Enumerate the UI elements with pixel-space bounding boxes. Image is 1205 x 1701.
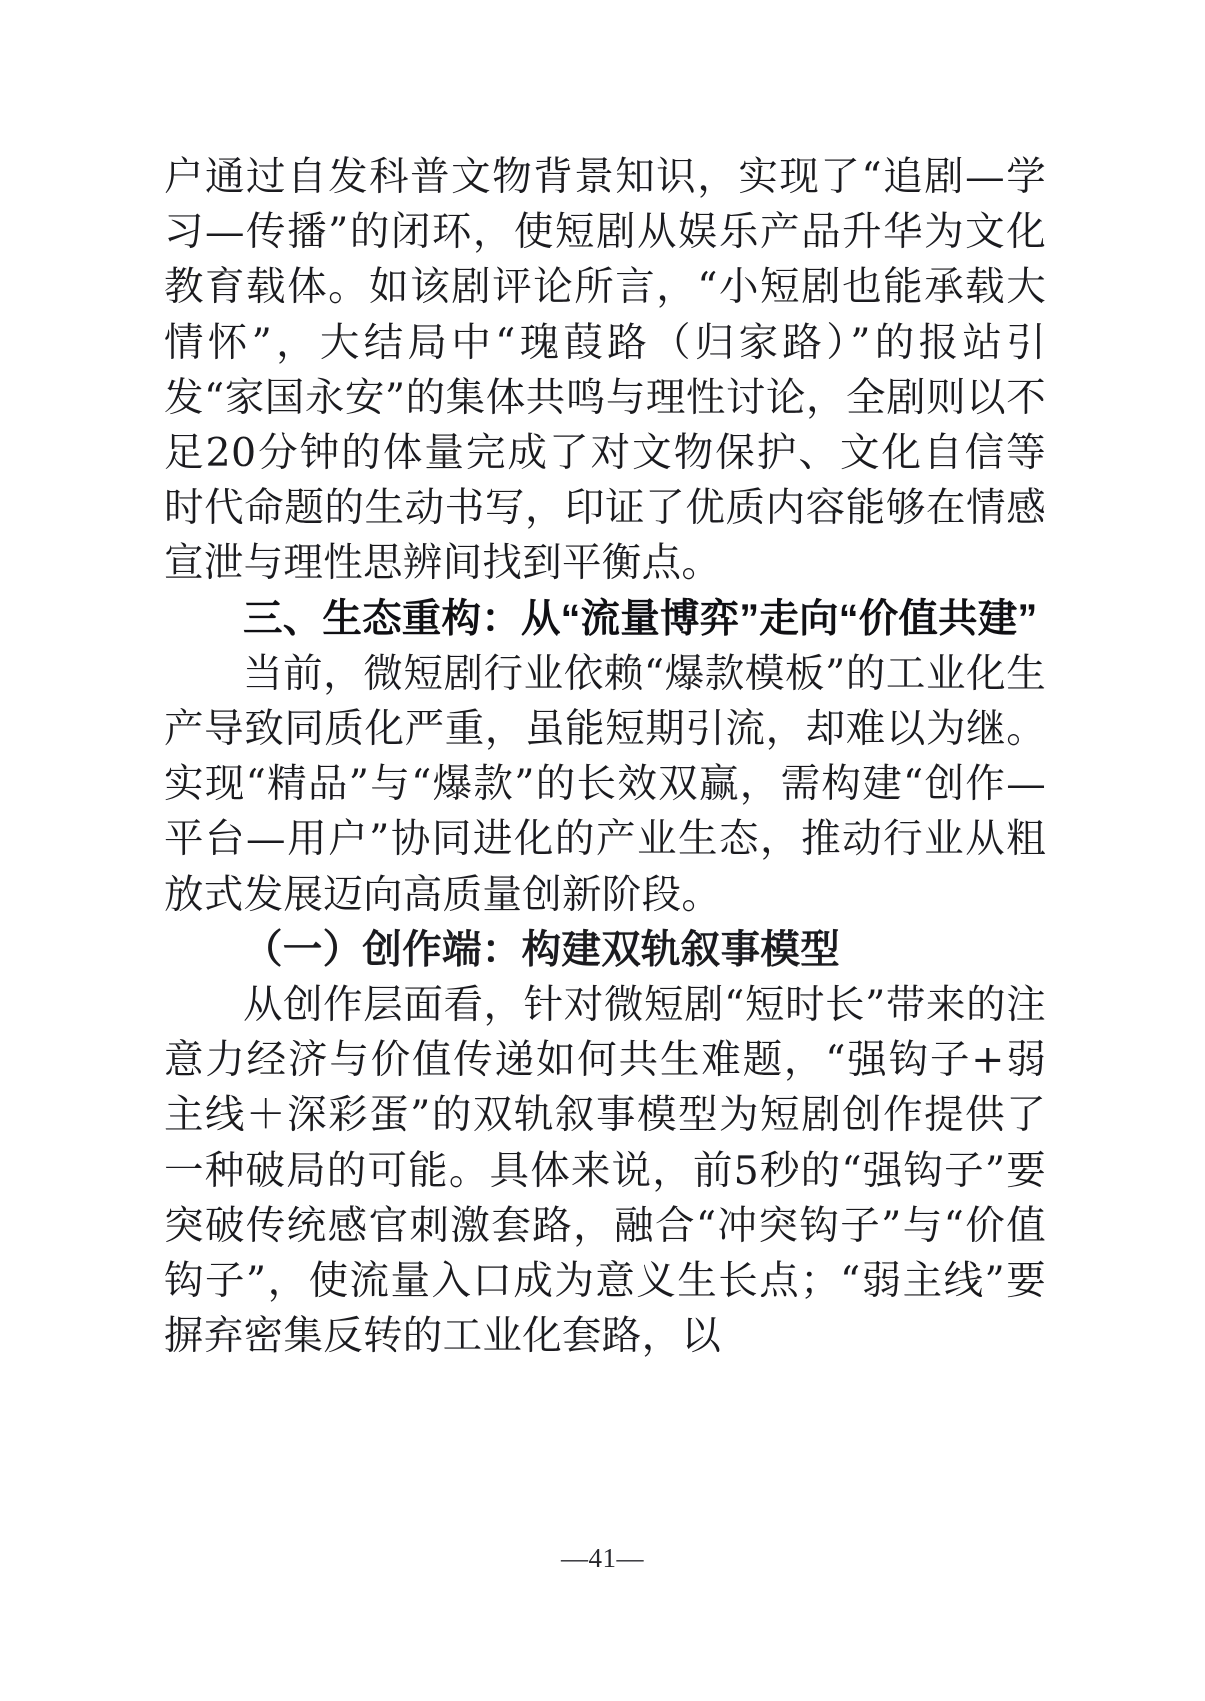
- heading-subsection-one-creation-side: （一）创作端：构建双轨叙事模型: [243, 926, 840, 973]
- page-text-body: [164, 150, 1046, 1364]
- paragraph-creation-side-dual-track-model: 从创作层面看，针对微短剧“短时长”带来的注意力经济与价值传递如何共生难题，“强钩子+弱主线＋深彩蛋”的双轨叙事模型为短剧创作提供了一种破局的可能。具体来说，前5秒的“强钩子”要突破传统感官刺激套路，融合“冲突钩子”与“价值钩子”，使流量入口成为意义生长点；“弱主线”要摒弃密集反转的工业化套路，以: [164, 982, 1046, 1360]
- paragraph-industry-current-state: 当前，微短剧行业依赖“爆款模板”的工业化生产导致同质化严重，虽能短期引流，却难以为继。实现“精品”与“爆款”的长效双赢，需构建“创作—平台—用户”协同进化的产业生态，推动行业从粗放式发展迈向高质量创新阶段。: [164, 650, 1046, 918]
- paragraph-continued-from-previous-page: 户通过自发科普文物背景知识，实现了“追剧—学习—传播”的闭环，使短剧从娱乐产品升华为文化教育载体。如该剧评论所言，“小短剧也能承载大情怀”，大结局中“瑰葭路（归家路）”的报站引发“家国永安”的集体共鸣与理性讨论，全剧则以不足20分钟的体量完成了对文物保护、文化自信等时代命题的生动书写，印证了优质内容能够在情感宣泄与理性思辨间找到平衡点。: [164, 154, 1046, 587]
- heading-section-three: 三、生态重构：从“流量博弈”走向“价值共建”: [243, 596, 1038, 641]
- page-number: —41—: [561, 1543, 644, 1573]
